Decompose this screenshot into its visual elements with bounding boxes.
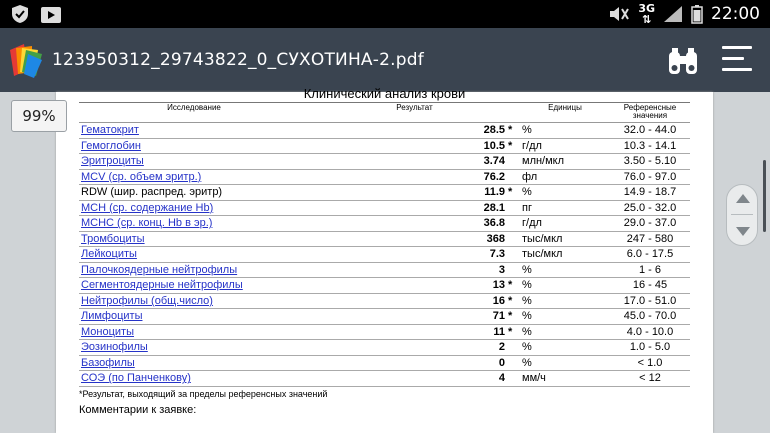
unit: % [520,262,610,278]
reference-range: 45.0 - 70.0 [610,309,690,325]
out-of-range-flag: * [508,185,520,201]
reference-range: < 12 [610,371,690,387]
unit: % [520,324,610,340]
unit: % [520,185,610,201]
out-of-range-flag [508,247,520,263]
out-of-range-flag [508,154,520,170]
battery-icon [691,4,703,24]
table-row [79,309,690,325]
reference-range: 1 - 6 [610,262,690,278]
reference-range: 6.0 - 17.5 [610,247,690,263]
status-bar [0,0,770,28]
unit: % [520,340,610,356]
test-name[interactable]: MCHC (ср. конц. Hb в эр.) [79,216,309,232]
out-of-range-flag: * [508,293,520,309]
table-row [79,138,690,154]
out-of-range-flag: * [508,309,520,325]
search-binoculars-icon[interactable] [666,46,700,76]
out-of-range-flag: * [508,123,520,139]
result-value: 36.8 [309,216,508,232]
out-of-range-flag [508,231,520,247]
reference-range: 25.0 - 32.0 [610,200,690,216]
table-row [79,216,690,232]
unit: млн/мкл [520,154,610,170]
reference-range: 17.0 - 51.0 [610,293,690,309]
out-of-range-flag [508,262,520,278]
clock: 22:00 [711,4,760,24]
table-row [79,371,690,387]
result-value: 13 [309,278,508,294]
result-value: 71 [309,309,508,325]
mute-icon [608,5,630,23]
test-name[interactable]: Палочкоядерные нейтрофилы [79,262,309,278]
result-value: 11.9 [309,185,508,201]
result-value: 0 [309,355,508,371]
comments-label: Комментарии к заявке: [79,404,197,416]
unit: % [520,278,610,294]
unit: г/дл [520,216,610,232]
document-filename: 123950312_29743822_0_СУХОТИНА-2.pdf [52,50,424,70]
zoom-level[interactable]: 99% [11,100,67,132]
unit: % [520,309,610,325]
result-value: 76.2 [309,169,508,185]
unit: % [520,293,610,309]
shield-check-icon [10,4,30,24]
reference-range: < 1.0 [610,355,690,371]
reference-range: 14.9 - 18.7 [610,185,690,201]
header-units: Единицы [520,103,610,123]
unit: фл [520,169,610,185]
test-name: RDW (шир. распред. эритр) [79,185,309,201]
reference-range: 1.0 - 5.0 [610,340,690,356]
table-row [79,262,690,278]
out-of-range-flag: * [508,278,520,294]
test-name[interactable]: Эозинофилы [79,340,309,356]
table-row [79,231,690,247]
page-navigator[interactable] [726,184,758,246]
page-down-icon[interactable] [736,227,750,236]
reference-range: 76.0 - 97.0 [610,169,690,185]
app-logo-icon[interactable] [6,40,46,80]
table-row [79,154,690,170]
test-name[interactable]: СОЭ (по Панченкову) [79,371,309,387]
result-value: 3.74 [309,154,508,170]
test-name[interactable]: Базофилы [79,355,309,371]
out-of-range-flag [508,371,520,387]
result-value: 16 [309,293,508,309]
result-value: 368 [309,231,508,247]
out-of-range-flag [508,200,520,216]
reference-range: 32.0 - 44.0 [610,123,690,139]
table-row [79,247,690,263]
table-row [79,340,690,356]
result-value: 11 [309,324,508,340]
out-of-range-flag: * [508,138,520,154]
unit: % [520,355,610,371]
out-of-range-flag [508,355,520,371]
pdf-page[interactable] [56,86,713,433]
table-row [79,278,690,294]
test-name[interactable]: Лимфоциты [79,309,309,325]
reference-range: 16 - 45 [610,278,690,294]
signal-icon [663,5,683,23]
table-row [79,185,690,201]
table-row [79,355,690,371]
test-name[interactable]: MCV (ср. объем эритр.) [79,169,309,185]
test-name[interactable]: MCH (ср. содержание Hb) [79,200,309,216]
table-row [79,293,690,309]
out-of-range-flag [508,169,520,185]
table-row [79,324,690,340]
scrollbar[interactable] [763,160,766,232]
reference-range: 10.3 - 14.1 [610,138,690,154]
out-of-range-flag: * [508,324,520,340]
test-name[interactable]: Нейтрофилы (общ.число) [79,293,309,309]
test-name[interactable]: Гемоглобин [79,138,309,154]
table-row [79,123,690,139]
test-name[interactable]: Сегментоядерные нейтрофилы [79,278,309,294]
play-store-icon [40,4,62,24]
table-row [79,169,690,185]
unit: % [520,123,610,139]
test-name[interactable]: Моноциты [79,324,309,340]
unit: тыс/мкл [520,247,610,263]
unit: тыс/мкл [520,231,610,247]
result-value: 10.5 [309,138,508,154]
result-value: 28.1 [309,200,508,216]
test-name[interactable]: Лейкоциты [79,247,309,263]
test-name[interactable]: Эритроциты [79,154,309,170]
network-type: 3G ⇅ [638,2,655,26]
test-name[interactable]: Тромбоциты [79,231,309,247]
reference-range: 247 - 580 [610,231,690,247]
document-title: Клинический анализ крови [303,86,466,101]
results-table [79,102,690,387]
page-up-icon[interactable] [736,194,750,203]
out-of-range-flag [508,340,520,356]
unit: мм/ч [520,371,610,387]
header-ref: Референсные значения [610,103,690,123]
reference-range: 3.50 - 5.10 [610,154,690,170]
result-value: 4 [309,371,508,387]
result-value: 7.3 [309,247,508,263]
reference-range: 29.0 - 37.0 [610,216,690,232]
app-bar [0,28,770,92]
header-name: Исследование [79,103,309,123]
result-value: 3 [309,262,508,278]
unit: г/дл [520,138,610,154]
test-name[interactable]: Гематокрит [79,123,309,139]
reference-range: 4.0 - 10.0 [610,324,690,340]
unit: пг [520,200,610,216]
table-row [79,200,690,216]
header-result: Результат [309,103,520,123]
out-of-range-flag [508,216,520,232]
result-value: 28.5 [309,123,508,139]
footnote: *Результат, выходящий за пределы референсных значений [79,389,328,399]
menu-icon[interactable] [722,46,752,74]
result-value: 2 [309,340,508,356]
